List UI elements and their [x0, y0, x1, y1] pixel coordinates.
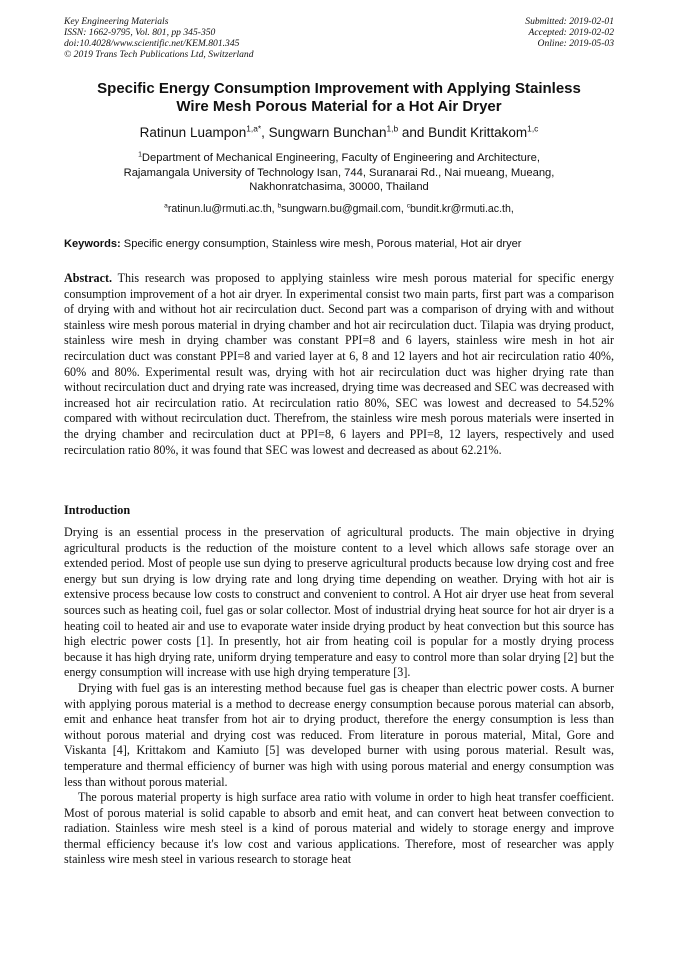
keywords-label: Keywords:	[64, 238, 121, 250]
email-mark: c	[406, 202, 411, 210]
paper-title-line-1: Specific Energy Consumption Improvement with Applying Stainless	[97, 80, 581, 97]
intro-paragraph-1: Drying is an essential process in the preservation of agricultural products. The main objective in drying agricultural products is the reduction of the moisture content to a level which allows safe storage over an extended period. Most of people use sun dying to preserve agricultural products because low drying cost and free energy but sun drying is low drying rate and long drying time depending on weather. Drying with hot air is extensive process because low costs to construct and convenient to control. A Hot air dryer use heat from several sources such as heating coil, fuel gas or solar collector. Most of industrial drying heat source for hot air dryer is a heating coil to heated air and use to evaporate water inside drying product by heat convection but this source has high electric power costs [1]. In presently, hot air from heating coil is popular for a mostly drying process because it has high drying rate, uniform drying temperature and easy to control more than solar drying [2] but the energy consumption will increase with use high drying temperature [3].	[64, 525, 614, 680]
author-name: Bundit Krittakom	[428, 125, 528, 140]
affiliation-line-2: Rajamangala University of Technology Isan, 744, Suranarai Rd., Nai mueang, Mueang,	[123, 166, 555, 179]
affiliation	[64, 151, 614, 195]
email-link[interactable]: sungwarn.bu@gmail.com,	[281, 203, 407, 215]
affiliation-line-3: Nakhonratchasima, 30000, Thailand	[249, 181, 429, 194]
keywords-text: Specific energy consumption, Stainless wire mesh, Porous material, Hot air dryer	[120, 238, 522, 250]
online-date: Online: 2019-05-03	[537, 38, 614, 49]
intro-paragraph-2: Drying with fuel gas is an interesting method because fuel gas is cheaper than electric power costs. A burner with applying porous material is a method to decrease energy consumption because porous material can absorb, emit and enhance heat transfer from hot air to drying product, therefore the energy consumption is less than without porous material and drying cost was reduced. From literature in porous material, Mital, Gore and Viskanta [4], Krittakom and Kamiuto [5] was developed burner with using porous material. Result was, temperature and thermal efficiency of burner was high with using porous material and energy consumption was less than without porous material.	[64, 680, 614, 789]
author-affiliation-mark: 1,c	[527, 123, 539, 134]
journal-header-left	[64, 16, 254, 60]
abstract-text: This research was proposed to applying stainless wire mesh porous material for specific energy consumption improvement of a hot air dryer. In experimental consist two main parts, first part was a comparison of drying with and without hot air recirculation duct. Second part was a comparison of drying with and without stainless wire mesh porous material in drying chamber and hot air recirculation duct. Tilapia was drying product, stainless wire mesh in drying chamber was constant PPI=8 and 6 layers, stainless wire mesh in hot air recirculation duct was constant PPI=8 and varied layer at 6, 8 and 12 layers and hot air recirculation ratio 40%, 60% and 80%. Experimental result was, drying with hot air recirculation duct was higher drying rate than without recirculation duct and drying rate was increased, drying time was decreased and SEC was decreased with increased hot air recirculation ratio. At recirculation ratio 80%, SEC was lowest and decreased to 54.52% compared with without recirculation duct. Therefrom, the stainless wire mesh porous materials were inserted in the drying chamber and recirculation duct at PPI=8, 6 layers and PPI=8, 12 layers, respectively and used recirculation ratio 80%, it was found that SEC was lowest and decreased as about 62.21%.	[64, 271, 614, 457]
affiliation-mark: 1	[138, 151, 142, 159]
paper-title	[64, 80, 614, 116]
journal-copyright: © 2019 Trans Tech Publications Ltd, Switzerland	[64, 49, 254, 60]
email-mark: b	[277, 202, 282, 210]
keywords	[64, 237, 614, 251]
journal-name: Key Engineering Materials	[64, 16, 169, 27]
author-separator: ,	[261, 125, 269, 140]
intro-paragraph-3: The porous material property is high surface area ratio with volume in order to high heat transfer coefficient. Most of porous material is solid capable to absorb and emit heat, and can convert heat between convection to radiation. Stainless wire mesh steel is a kind of porous material and widely to storage energy and improve thermal efficiency because it's low cost and various applications. Therefore, most of researcher was apply stainless wire mesh steel in various research to storage heat	[64, 790, 614, 867]
accepted-date: Accepted: 2019-02-02	[528, 27, 614, 38]
author-affiliation-mark: 1,b	[386, 123, 399, 134]
journal-doi: doi:10.4028/www.scientific.net/KEM.801.345	[64, 38, 240, 49]
affiliation-line-1: Department of Mechanical Engineering, Faculty of Engineering and Architecture,	[141, 152, 540, 164]
author-separator: and	[398, 125, 429, 140]
author-emails	[64, 203, 614, 216]
journal-header-right	[525, 16, 614, 49]
email-link[interactable]: ratinun.lu@rmuti.ac.th,	[167, 203, 278, 215]
journal-issn: ISSN: 1662-9795, Vol. 801, pp 345-350	[64, 27, 216, 38]
introduction-body	[64, 525, 614, 868]
author-name: Sungwarn Bunchan	[268, 125, 387, 140]
email-mark: a	[164, 202, 168, 210]
introduction-heading: Introduction	[64, 503, 131, 517]
author-affiliation-mark: 1,a*	[246, 123, 262, 134]
author-name: Ratinun Luampon	[139, 125, 247, 140]
email-link[interactable]: bundit.kr@rmuti.ac.th,	[410, 203, 514, 215]
abstract	[64, 271, 614, 458]
paper-title-line-2: Wire Mesh Porous Material for a Hot Air Dryer	[176, 98, 502, 115]
author-list	[64, 125, 614, 141]
abstract-label: Abstract.	[64, 271, 113, 285]
submitted-date: Submitted: 2019-02-01	[525, 16, 614, 27]
